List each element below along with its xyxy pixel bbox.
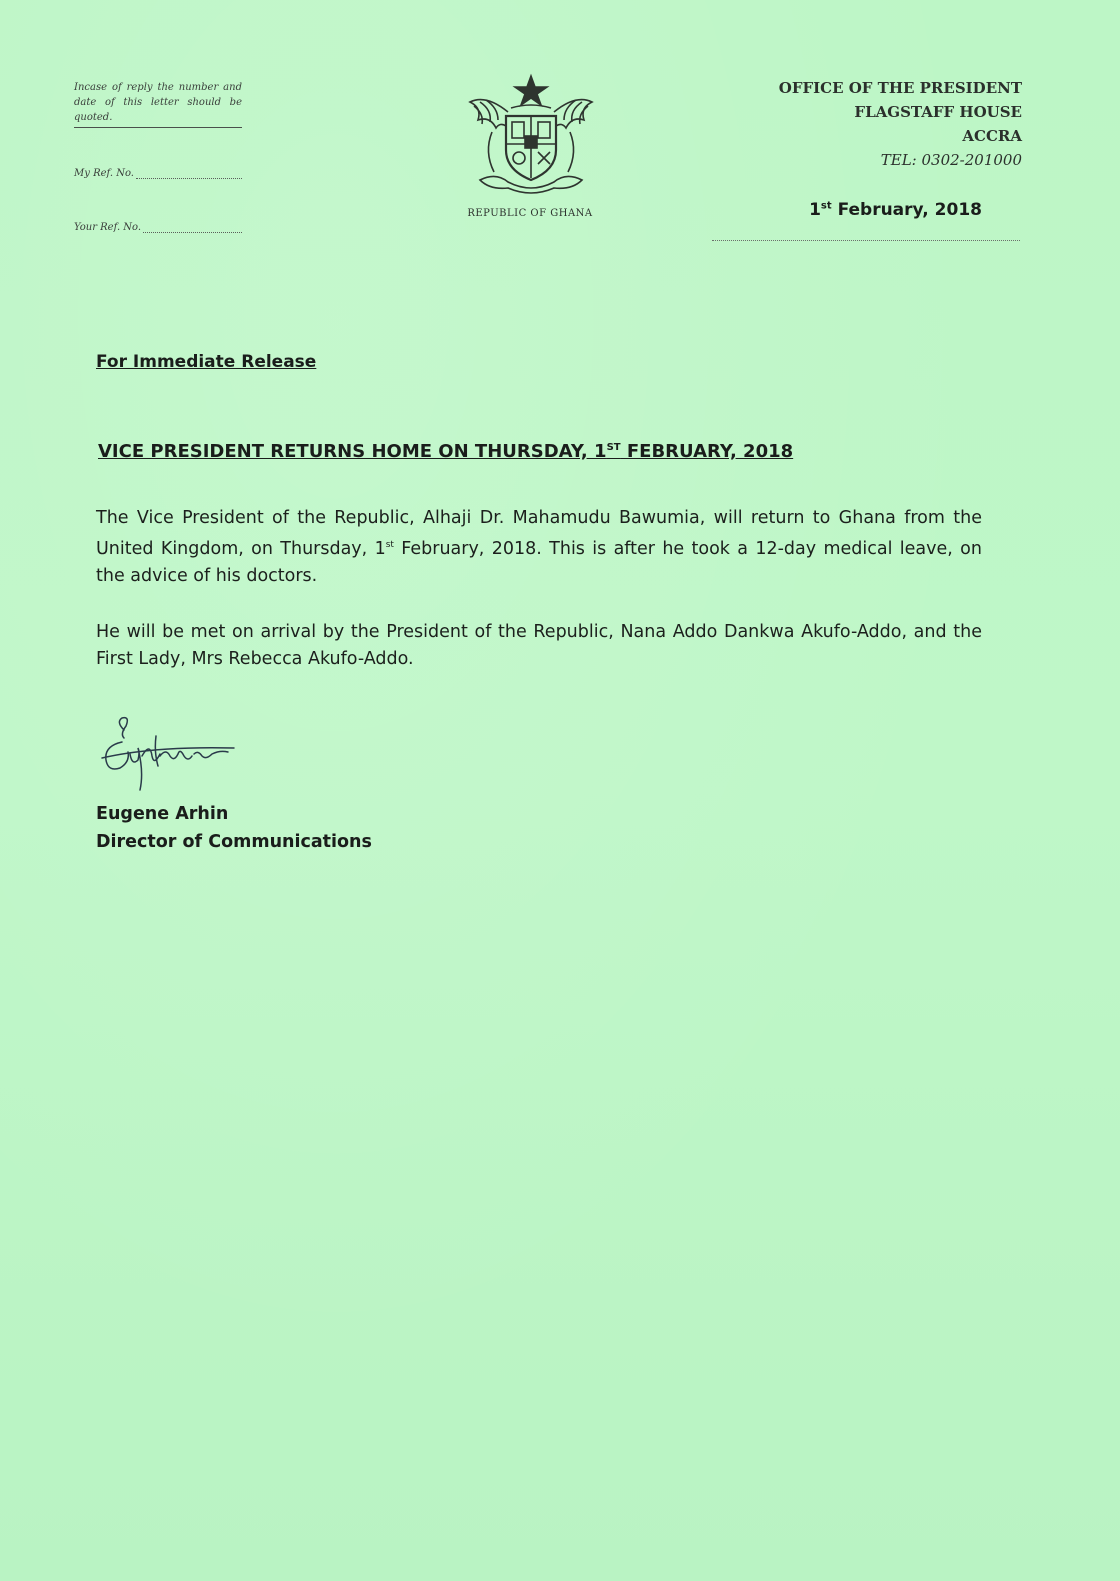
my-ref-label: My Ref. No.: [74, 168, 134, 179]
your-ref-blank: [143, 223, 242, 233]
signatory-title: Director of Communications: [96, 832, 372, 852]
ghana-coat-of-arms-icon: [456, 72, 606, 197]
signatory-name: Eugene Arhin: [96, 804, 229, 824]
date-rest: February, 2018: [831, 200, 982, 220]
date-underline: [712, 240, 1020, 241]
office-line-2: FLAGSTAFF HOUSE: [854, 103, 1022, 121]
date-day: 1: [809, 200, 821, 220]
headline-ordinal: ST: [606, 442, 621, 453]
handwritten-signature-icon: [94, 712, 244, 802]
paragraph-1: [96, 505, 982, 590]
office-line-1: OFFICE OF THE PRESIDENT: [778, 79, 1022, 97]
release-label: For Immediate Release: [96, 352, 317, 372]
office-line-3: ACCRA: [962, 127, 1022, 145]
date-suffix: st: [820, 200, 832, 212]
paragraph-1-ordinal: st: [385, 540, 394, 550]
office-address: [779, 76, 1022, 172]
paragraph-1-start: The Vice President of the Republic, Alhaji Dr. Mahamudu Bawumia, will return to Ghana from the United Kingdom, on Thursday, 1: [96, 508, 982, 559]
your-ref-label: Your Ref. No.: [74, 222, 142, 233]
headline: [98, 441, 793, 462]
republic-caption: REPUBLIC OF GHANA: [467, 208, 593, 219]
my-ref-blank: [136, 169, 242, 179]
reply-instruction-note: Incase of reply the number and date of this letter should be quoted.: [74, 80, 242, 128]
office-telephone: TEL: 0302-201000: [880, 151, 1022, 169]
your-ref-line: [74, 222, 242, 233]
paragraph-2: He will be met on arrival by the President of the Republic, Nana Addo Dankwa Akufo-Addo, and the First Lady, Mrs Rebecca Akufo-Addo.: [96, 622, 982, 669]
headline-main: VICE PRESIDENT RETURNS HOME ON THURSDAY, 1: [98, 441, 607, 462]
headline-end: FEBRUARY, 2018: [620, 441, 794, 462]
signatory-block: [96, 800, 372, 856]
my-ref-line: [74, 168, 242, 179]
letter-date: [809, 200, 982, 220]
paragraph-1-end: February, 2018. This is after he took a 12-day medical leave, on the advice of his doctors.: [96, 538, 982, 586]
